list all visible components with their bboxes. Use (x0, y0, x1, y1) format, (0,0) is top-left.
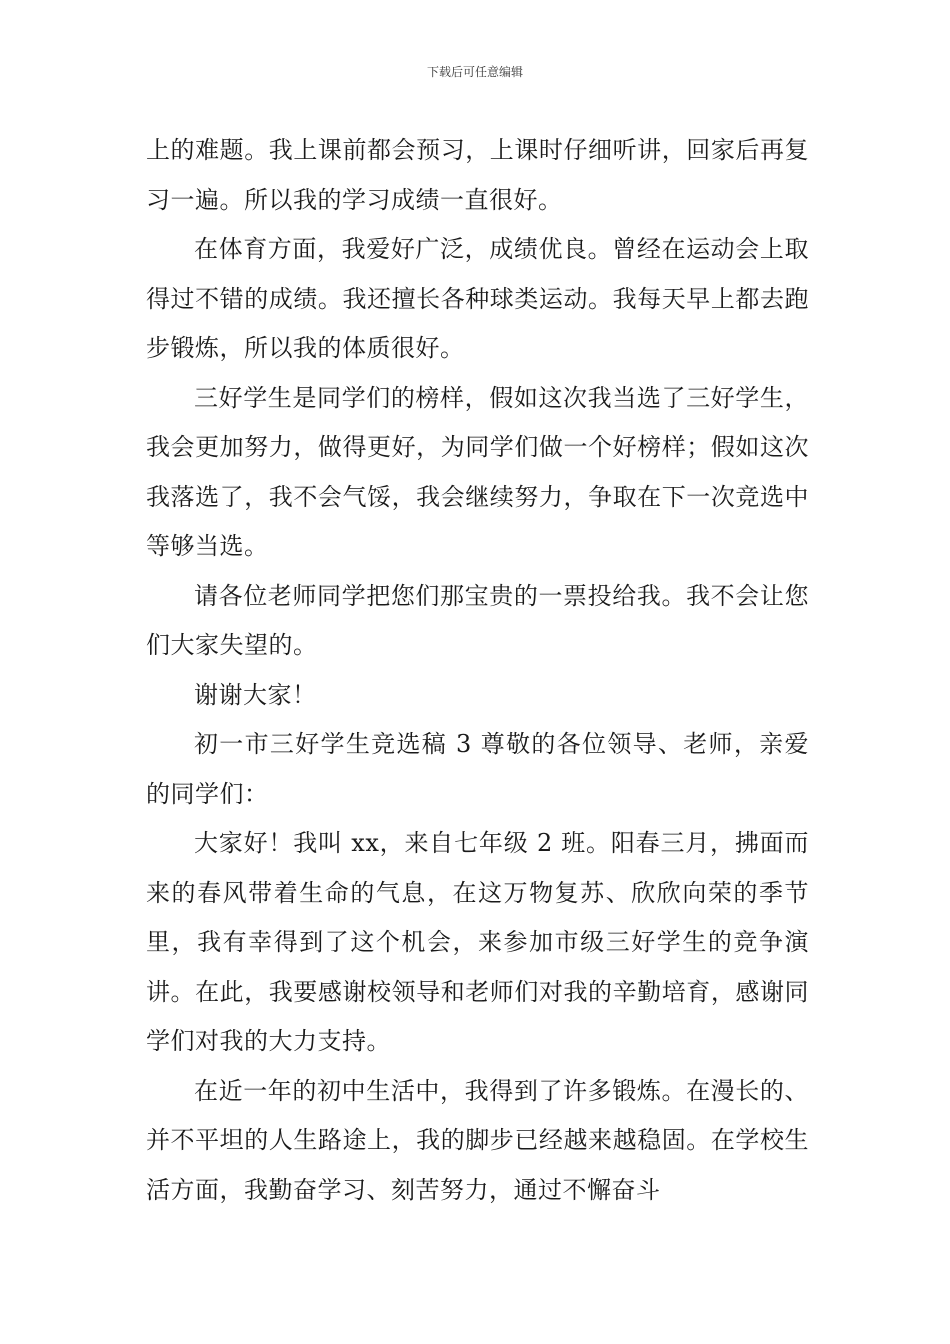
paragraph-role-model: 三好学生是同学们的榜样，假如这次我当选了三好学生，我会更加努力，做得更好，为同学们做一个好榜样；假如这次我落选了，我不会气馁，我会继续努力，争取在下一次竞选中等够当选。 (146, 383, 809, 560)
paragraph-continued-study: 上的难题。我上课前都会预习，上课时仔细听讲，回家后再复习一遍。所以我的学习成绩一直很好。 (146, 136, 809, 214)
paragraph-junior-high-life: 在近一年的初中生活中，我得到了许多锻炼。在漫长的、并不平坦的人生路途上，我的脚步已经越来越稳固。在学校生活方面，我勤奋学习、刻苦努力，通过不懈奋斗 (146, 1076, 809, 1204)
document-body (146, 126, 809, 1215)
page-header: 下载后可任意编辑 (426, 65, 523, 79)
paragraph-speech-3-heading: 初一市三好学生竞选稿 3 尊敬的各位领导、老师，亲爱的同学们： (146, 730, 809, 808)
paragraph-thanks: 谢谢大家！ (194, 680, 317, 709)
paragraph-vote-request: 请各位老师同学把您们那宝贵的一票投给我。我不会让您们大家失望的。 (146, 581, 809, 659)
paragraph-sports: 在体育方面，我爱好广泛，成绩优良。曾经在运动会上取得过不错的成绩。我还擅长各种球类运动。我每天早上都去跑步锻炼，所以我的体质很好。 (146, 235, 809, 362)
paragraph-introduction: 大家好！我叫 xx，来自七年级 2 班。阳春三月，拂面而来的春风带着生命的气息，在这万物复苏、欣欣向荣的季节里，我有幸得到了这个机会，来参加市级三好学生的竞争演讲。在此，我要感谢校领导和老师们对我的辛勤培育，感谢同学们对我的大力支持。 (146, 829, 809, 1055)
